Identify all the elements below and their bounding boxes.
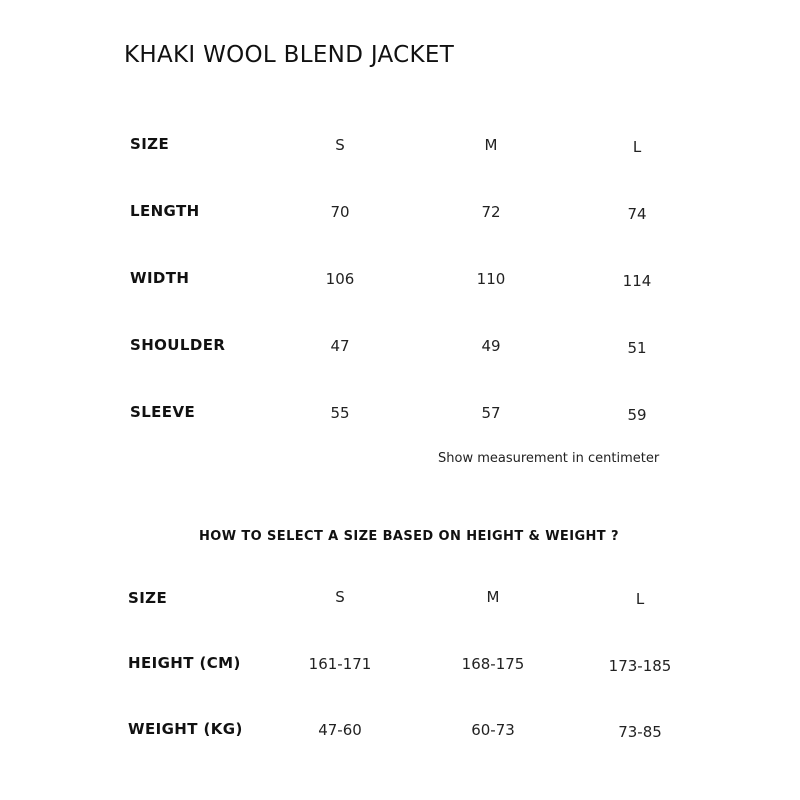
size-s-header: S — [335, 136, 345, 154]
cell-width-l: 114 — [622, 272, 652, 290]
guide-size-s-header: S — [335, 588, 345, 606]
measurement-unit-note: Show measurement in centimeter — [438, 451, 660, 466]
guide-size-l-header: L — [635, 590, 645, 608]
size-guide-heading: HOW TO SELECT A SIZE BASED ON HEIGHT & WEIGHT ? — [199, 529, 619, 544]
guide-row-label-size: SIZE — [128, 589, 168, 607]
cell-length-l: 74 — [627, 205, 647, 223]
cell-weight-s: 47-60 — [318, 721, 362, 739]
cell-height-m: 168-175 — [461, 655, 525, 673]
cell-sleeve-s: 55 — [330, 404, 350, 422]
cell-length-m: 72 — [481, 203, 501, 221]
cell-weight-l: 73-85 — [618, 723, 662, 741]
cell-shoulder-s: 47 — [330, 337, 350, 355]
row-label-sleeve: SLEEVE — [130, 403, 196, 421]
guide-size-m-header: M — [486, 588, 500, 606]
row-label-height: HEIGHT (CM) — [128, 654, 241, 672]
cell-width-s: 106 — [325, 270, 355, 288]
product-title: KHAKI WOOL BLEND JACKET — [124, 42, 455, 68]
row-label-length: LENGTH — [130, 202, 200, 220]
cell-weight-m: 60-73 — [471, 721, 515, 739]
row-label-shoulder: SHOULDER — [130, 336, 226, 354]
row-label-size: SIZE — [130, 135, 170, 153]
cell-height-s: 161-171 — [308, 655, 372, 673]
cell-length-s: 70 — [330, 203, 350, 221]
size-l-header: L — [632, 138, 642, 156]
row-label-weight: WEIGHT (KG) — [128, 720, 243, 738]
cell-width-m: 110 — [476, 270, 506, 288]
cell-shoulder-m: 49 — [481, 337, 501, 355]
cell-sleeve-l: 59 — [627, 406, 647, 424]
size-m-header: M — [484, 136, 498, 154]
cell-sleeve-m: 57 — [481, 404, 501, 422]
cell-height-l: 173-185 — [608, 657, 672, 675]
cell-shoulder-l: 51 — [627, 339, 647, 357]
row-label-width: WIDTH — [130, 269, 190, 287]
